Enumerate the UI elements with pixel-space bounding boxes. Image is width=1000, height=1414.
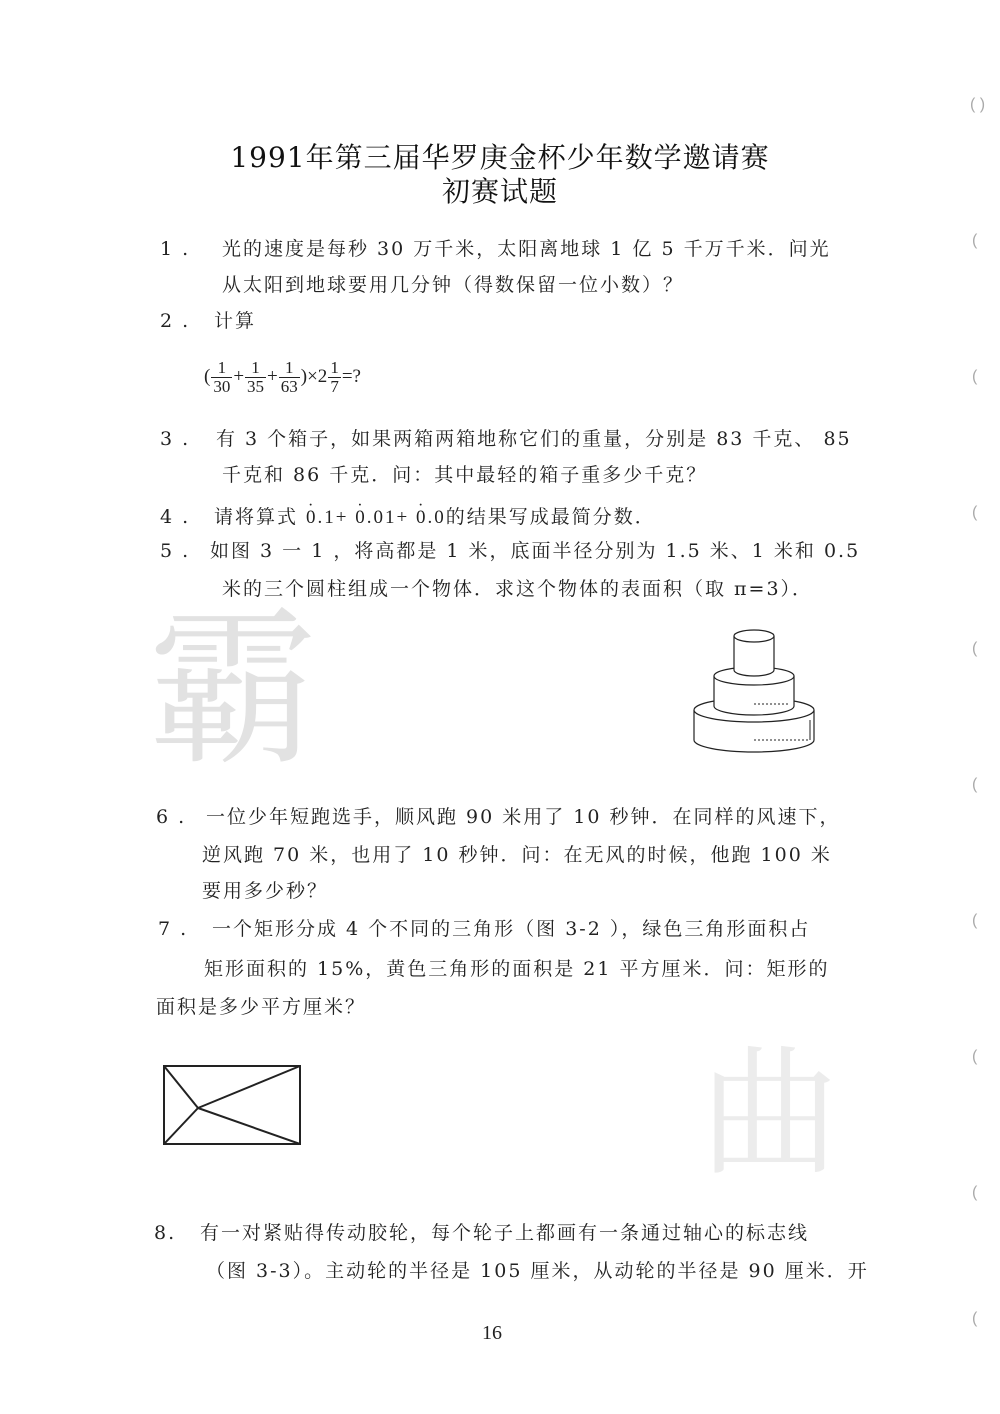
question-3-line2: 千克和 86 千克．问：其中最轻的箱子重多少千克？ [222,464,708,486]
margin-mark: ( [972,1184,978,1201]
question-7-line3: 面积是多少平方厘米？ [156,996,367,1018]
question-7-line1: 一个矩形分成 4 个不同的三角形（图 3-2 ），绿色三角形面积占 [212,918,811,940]
question-4-number: 4 . [160,506,191,528]
page-title: 1991年第三届华罗庚金杯少年数学邀请赛 [230,141,770,174]
fraction-1-30: $\frac{1}{30}$ [213,357,231,396]
margin-mark: ( ) [970,96,986,113]
question-2-line1: 计算 [214,310,257,332]
question-5-line2: 米的三个圆柱组成一个物体．求这个物体的表面积（取 π=3）． [222,578,814,600]
formula-times: )×2 [300,366,328,387]
question-1-line1: 光的速度是每秒 30 万千米，太阳离地球 1 亿 5 千万千米．问光 [222,238,831,260]
fraction-1-63: $\frac{1}{63}$ [280,357,298,396]
formula-tail: =? [341,366,361,387]
question-5-number: 5 . [160,540,191,562]
stacked-cylinders-diagram [680,612,850,792]
fraction-1-35: $\frac{1}{35}$ [247,357,265,396]
question-8-line2: （图 3-3）。主动轮的半径是 105 厘米，从动轮的半径是 90 厘米．开 [206,1260,869,1282]
margin-mark: ( [972,504,978,521]
formula-plus: + [233,366,245,387]
question-6-line3: 要用多少秒？ [202,880,329,902]
question-3-line1: 有 3 个箱子，如果两箱两箱地称它们的重量，分别是 83 千克、 85 [216,428,852,450]
repeating-decimal-1: 0.1 · [306,507,336,528]
question-6-line2: 逆风跑 70 米，也用了 10 秒钟．问：在无风的时候，他跑 100 米 [202,844,832,866]
watermark-right: 曲 [700,1033,841,1196]
margin-mark: ( [972,232,978,249]
question-7-line2: 矩形面积的 15%，黄色三角形的面积是 21 平方厘米．问：矩形的 [204,958,830,980]
page-number: 16 [482,1322,502,1344]
formula-plus: + [267,366,278,387]
repeating-decimal-3: 0.0 · [416,507,446,528]
watermark-left: 霸 [148,591,319,789]
fraction-1-7: $\frac{1}{7}$ [330,357,339,396]
question-8-number: 8. [154,1222,177,1244]
rectangle-triangles-diagram [160,1044,320,1194]
question-7-number: 7 . [158,918,189,940]
question-2-number: 2 . [160,310,191,332]
margin-mark: ( [972,912,978,929]
margin-mark: ( [972,640,978,657]
question-6-line1: 一位少年短跑选手，顺风跑 90 米用了 10 秒钟．在同样的风速下， [206,806,841,828]
figure-3-1 [680,612,850,792]
margin-mark: ( [972,776,978,793]
formula-open-paren: ( [204,366,211,387]
repeating-decimal-2: 0.01 · [355,507,396,528]
figure-3-2 [160,1044,320,1194]
question-8-line1: 有一对紧贴得传动胶轮，每个轮子上都画有一条通过轴心的标志线 [200,1222,810,1244]
question-4-text: 请将算式 0.1 ·+ 0.01 ·+ 0.0 ·的结果写成最简分数． [214,502,656,533]
question-1-line2: 从太阳到地球要用几分钟（得数保留一位小数）？ [222,274,685,296]
question-6-number: 6 . [156,806,187,828]
question-5-line1: 如图 3 一 1 ，将高都是 1 米，底面半径分别为 1.5 米、1 米和 0.5 [210,540,861,562]
margin-mark: ( [972,1048,978,1065]
question-2-formula [204,352,361,402]
margin-mark: ( [972,368,978,385]
margin-mark: ( [972,1310,978,1327]
page-subtitle: 初赛试题 [441,175,558,208]
question-3-number: 3 . [160,428,191,450]
question-1-number: 1 . [160,238,191,260]
